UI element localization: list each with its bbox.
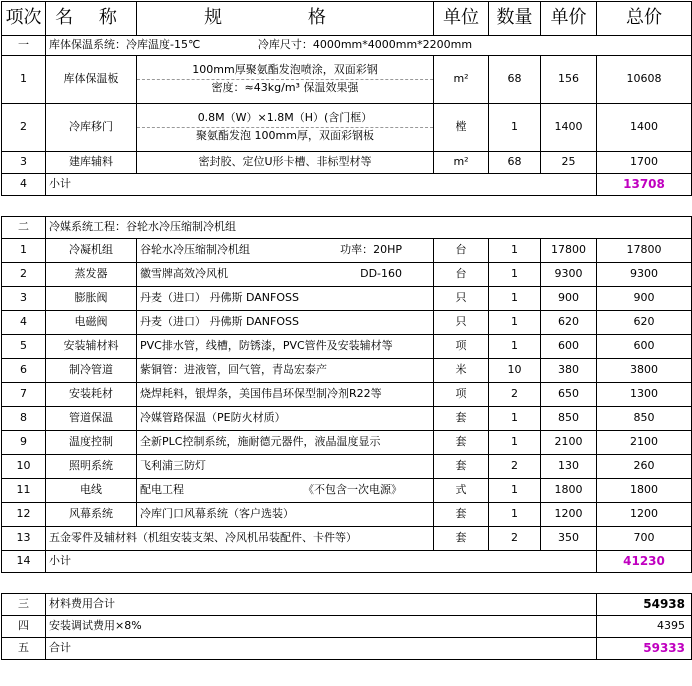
row-unit: 台 <box>434 239 489 263</box>
row-qty: 2 <box>489 383 541 407</box>
row-total: 1800 <box>597 479 692 503</box>
row-spec <box>137 407 434 431</box>
row-no: 1 <box>2 56 46 104</box>
row-spec <box>137 431 434 455</box>
row-no: 5 <box>2 335 46 359</box>
row-name: 膨胀阀 <box>46 287 137 311</box>
row-no: 13 <box>2 527 46 551</box>
table-row <box>2 431 692 455</box>
row-spec <box>137 503 434 527</box>
summary-label: 安装调试费用×8% <box>46 616 597 638</box>
row-qty: 68 <box>489 152 541 174</box>
row-total: 260 <box>597 455 692 479</box>
header-name: 名 称 <box>46 2 137 36</box>
row-spec-line2: 密度：≈43kg/m³ 保温效果强 <box>211 81 359 94</box>
header-total: 总价 <box>597 2 692 36</box>
row-no: 6 <box>2 359 46 383</box>
section1-title: 库体保温系统：冷库温度-15℃ <box>49 38 201 52</box>
row-spec-wrap <box>140 268 430 281</box>
row-no: 10 <box>2 455 46 479</box>
section-no: 一 <box>2 36 46 56</box>
row-total: 17800 <box>597 239 692 263</box>
header-no: 项次 <box>2 2 46 36</box>
row-qty: 1 <box>489 335 541 359</box>
row-name: 安装耗材 <box>46 383 137 407</box>
header-row <box>2 2 692 36</box>
header-qty: 数量 <box>489 2 541 36</box>
row-spec: 五金零件及辅材料（机组安装支架、冷风机吊装配件、卡件等） <box>46 527 434 551</box>
row-price: 2100 <box>541 431 597 455</box>
row-no: 14 <box>2 551 46 573</box>
row-total: 600 <box>597 335 692 359</box>
row-qty: 1 <box>489 287 541 311</box>
row-no: 2 <box>2 104 46 152</box>
row-name: 建库辅料 <box>46 152 137 174</box>
row-spec-wrap <box>140 316 430 329</box>
summary-label: 材料费用合计 <box>46 594 597 616</box>
row-price: 9300 <box>541 263 597 287</box>
row-no: 三 <box>2 594 46 616</box>
row-unit: m² <box>434 56 489 104</box>
row-spec-wrap <box>140 292 430 305</box>
table-row <box>2 263 692 287</box>
row-unit: 只 <box>434 311 489 335</box>
subtotal-label: 小计 <box>46 551 597 573</box>
header-unit: 单位 <box>434 2 489 36</box>
row-unit: 樘 <box>434 104 489 152</box>
row-no: 12 <box>2 503 46 527</box>
row-total: 900 <box>597 287 692 311</box>
row-price: 17800 <box>541 239 597 263</box>
row-price: 350 <box>541 527 597 551</box>
row-spec <box>137 383 434 407</box>
row-name: 电磁阀 <box>46 311 137 335</box>
row-qty: 10 <box>489 359 541 383</box>
summary-row <box>2 616 692 638</box>
row-unit: 套 <box>434 407 489 431</box>
row-total: 700 <box>597 527 692 551</box>
row-spec <box>137 104 434 152</box>
row-unit: 只 <box>434 287 489 311</box>
row-spec-text: 谷轮水冷压缩制冷机组 <box>140 243 250 257</box>
row-spec-text: 丹麦（进口） 丹佛斯 DANFOSS <box>140 291 299 305</box>
row-total: 2100 <box>597 431 692 455</box>
row-spec-wrap <box>140 460 430 473</box>
row-spec-text: 丹麦（进口） 丹佛斯 DANFOSS <box>140 315 299 329</box>
row-unit: 米 <box>434 359 489 383</box>
table-row <box>2 503 692 527</box>
row-total: 9300 <box>597 263 692 287</box>
row-unit: 台 <box>434 263 489 287</box>
row-name: 蒸发器 <box>46 263 137 287</box>
row-spec-wrap <box>140 508 430 521</box>
row-spec-wrap <box>140 244 430 257</box>
row-total: 10608 <box>597 56 692 104</box>
row-price: 650 <box>541 383 597 407</box>
row-no: 1 <box>2 239 46 263</box>
section-title: 冷媒系统工程：谷轮水冷压缩制冷机组 <box>46 217 692 239</box>
summary-row <box>2 594 692 616</box>
row-spec <box>137 56 434 104</box>
row-name: 管道保温 <box>46 407 137 431</box>
subtotal-label: 小计 <box>46 174 597 196</box>
section2-title-row <box>2 217 692 239</box>
row-name: 冷凝机组 <box>46 239 137 263</box>
row-qty: 1 <box>489 407 541 431</box>
row-name: 温度控制 <box>46 431 137 455</box>
row-qty: 1 <box>489 239 541 263</box>
row-unit: 项 <box>434 383 489 407</box>
row-no: 五 <box>2 638 46 660</box>
row-unit: 套 <box>434 455 489 479</box>
row-name: 电线 <box>46 479 137 503</box>
row-spec-wrap <box>140 340 430 353</box>
header-price: 单价 <box>541 2 597 36</box>
row-total: 1300 <box>597 383 692 407</box>
row-spec <box>137 287 434 311</box>
row-no: 8 <box>2 407 46 431</box>
table-row <box>2 335 692 359</box>
row-unit: 式 <box>434 479 489 503</box>
subtotal-value: 13708 <box>597 174 692 196</box>
row-spec: 密封胶、定位U形卡槽、非标型材等 <box>137 152 434 174</box>
row-spec-text: 全新PLC控制系统，施耐德元器件，液晶温度显示 <box>140 435 381 449</box>
row-price: 600 <box>541 335 597 359</box>
summary-value: 4395 <box>597 616 692 638</box>
row-spec-text: 配电工程 <box>140 483 184 497</box>
row-name: 风幕系统 <box>46 503 137 527</box>
row-spec-text: 冷媒管路保温（PE防火材质） <box>140 411 286 425</box>
row-qty: 1 <box>489 104 541 152</box>
summary-value: 54938 <box>597 594 692 616</box>
row-spec-line1: 0.8M（W）×1.8M（H）(含门框） <box>137 110 433 128</box>
row-unit: m² <box>434 152 489 174</box>
row-name: 安装辅材料 <box>46 335 137 359</box>
row-spec-wrap <box>140 388 430 401</box>
summary-body <box>2 594 692 660</box>
spacer-cell <box>2 196 692 217</box>
table-row <box>2 287 692 311</box>
row-spec-extra: 功率：20HP <box>340 243 402 257</box>
row-qty: 1 <box>489 431 541 455</box>
row-no: 4 <box>2 311 46 335</box>
row-spec-extra: 《不包含一次电源》 <box>303 483 402 497</box>
row-qty: 1 <box>489 263 541 287</box>
row-spec-text: 烧焊耗料，银焊条，美国伟昌环保型制冷剂R22等 <box>140 387 382 401</box>
row-price: 900 <box>541 287 597 311</box>
table-row <box>2 359 692 383</box>
row-spec <box>137 479 434 503</box>
row-total: 850 <box>597 407 692 431</box>
subtotal-value: 41230 <box>597 551 692 573</box>
spacer-row <box>2 196 692 217</box>
subtotal-row <box>2 551 692 573</box>
table-row <box>2 479 692 503</box>
row-qty: 2 <box>489 455 541 479</box>
section1-title-row <box>2 36 692 56</box>
table-row <box>2 383 692 407</box>
row-qty: 2 <box>489 527 541 551</box>
row-total: 1700 <box>597 152 692 174</box>
row-no: 11 <box>2 479 46 503</box>
section1-size: 冷库尺寸：4000mm*4000mm*2200mm <box>257 38 473 52</box>
row-spec-wrap <box>140 412 430 425</box>
row-spec-text: 徽雪牌高效冷风机 <box>140 267 228 281</box>
table-row <box>2 152 692 174</box>
row-price: 25 <box>541 152 597 174</box>
row-spec <box>137 311 434 335</box>
table-row <box>2 527 692 551</box>
row-no: 9 <box>2 431 46 455</box>
row-unit: 套 <box>434 527 489 551</box>
row-spec-text: PVC排水管，线槽，防锈漆，PVC管件及安装辅材等 <box>140 339 393 353</box>
row-spec <box>137 455 434 479</box>
summary-value: 59333 <box>597 638 692 660</box>
row-unit: 套 <box>434 431 489 455</box>
row-price: 850 <box>541 407 597 431</box>
table-row <box>2 104 692 152</box>
row-name: 制冷管道 <box>46 359 137 383</box>
row-price: 1800 <box>541 479 597 503</box>
quotation-table <box>1 1 692 660</box>
row-price: 1400 <box>541 104 597 152</box>
row-total: 1400 <box>597 104 692 152</box>
row-spec-text: 飞利浦三防灯 <box>140 459 206 473</box>
row-name: 库体保温板 <box>46 56 137 104</box>
row-spec <box>137 359 434 383</box>
row-price: 380 <box>541 359 597 383</box>
table-row <box>2 455 692 479</box>
row-no: 四 <box>2 616 46 638</box>
row-spec-line2: 聚氨酯发泡 100mm厚，双面彩钢板 <box>196 129 374 142</box>
table-row <box>2 56 692 104</box>
row-price: 620 <box>541 311 597 335</box>
summary-row <box>2 638 692 660</box>
row-no: 2 <box>2 263 46 287</box>
row-spec-line1: 100mm厚聚氨酯发泡喷涂，双面彩钢 <box>137 62 433 80</box>
section-no: 二 <box>2 217 46 239</box>
row-spec-wrap <box>140 436 430 449</box>
section-title <box>46 36 692 56</box>
row-total: 620 <box>597 311 692 335</box>
row-spec-extra: DD-160 <box>360 267 402 281</box>
row-name: 冷库移门 <box>46 104 137 152</box>
row-spec-wrap <box>140 484 430 497</box>
row-no: 4 <box>2 174 46 196</box>
row-no: 3 <box>2 152 46 174</box>
row-spec-text: 冷库门口风幕系统（客户选装） <box>140 507 294 521</box>
row-spec-text: 紫铜管：进液管，回气管，青岛宏泰产 <box>140 363 327 377</box>
row-total: 1200 <box>597 503 692 527</box>
row-qty: 1 <box>489 479 541 503</box>
summary-label: 合计 <box>46 638 597 660</box>
table-row <box>2 407 692 431</box>
row-total: 3800 <box>597 359 692 383</box>
row-no: 3 <box>2 287 46 311</box>
table-row <box>2 311 692 335</box>
row-price: 1200 <box>541 503 597 527</box>
section2-body <box>2 239 692 527</box>
row-qty: 1 <box>489 311 541 335</box>
row-unit: 套 <box>434 503 489 527</box>
row-no: 7 <box>2 383 46 407</box>
row-price: 156 <box>541 56 597 104</box>
row-price: 130 <box>541 455 597 479</box>
row-spec-wrap <box>140 364 430 377</box>
row-qty: 68 <box>489 56 541 104</box>
spacer-row <box>2 573 692 594</box>
row-spec <box>137 239 434 263</box>
row-unit: 项 <box>434 335 489 359</box>
header-spec: 规 格 <box>137 2 434 36</box>
subtotal-row <box>2 174 692 196</box>
row-name: 照明系统 <box>46 455 137 479</box>
row-spec <box>137 263 434 287</box>
spacer-cell <box>2 573 692 594</box>
row-spec <box>137 335 434 359</box>
table-row <box>2 239 692 263</box>
row-qty: 1 <box>489 503 541 527</box>
